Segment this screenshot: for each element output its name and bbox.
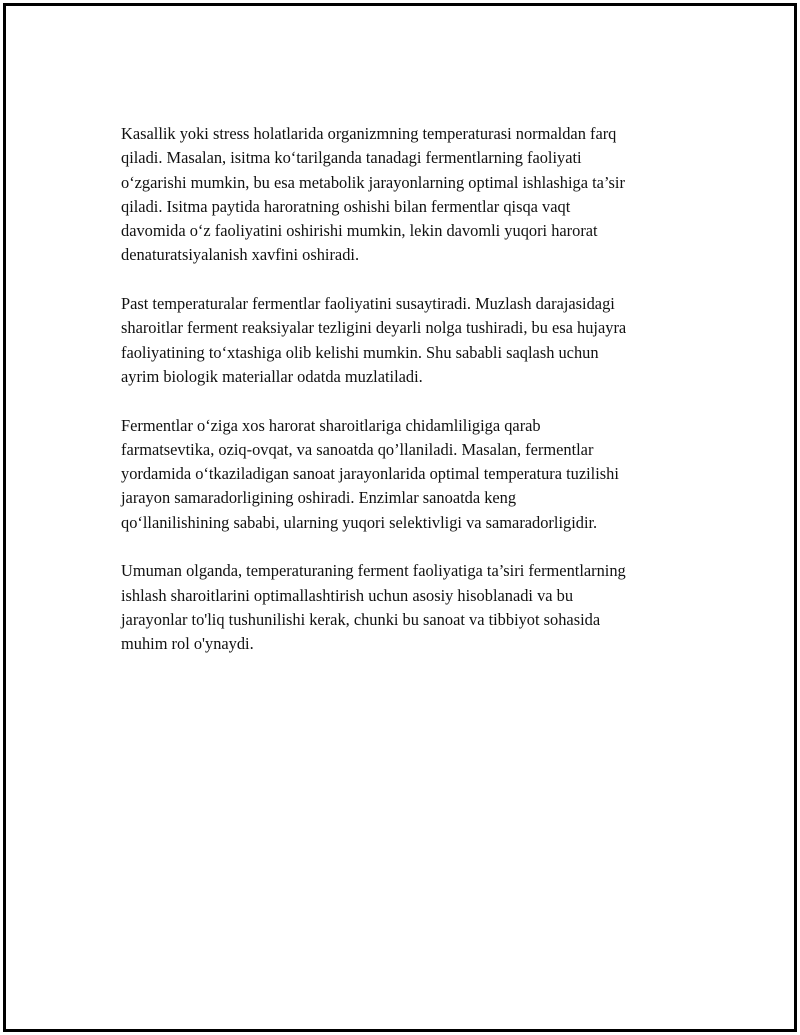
text-line: qiladi. Masalan, isitma ko‘tarilganda tanadagi fermentlarning faoliyati bbox=[121, 148, 582, 168]
text-line: jarayonlar to'liq tushunilishi kerak, chunki bu sanoat va tibbiyot sohasida bbox=[121, 609, 601, 629]
text-line: Umuman olganda, temperaturaning ferment faoliyatiga ta’siri fermentlarning bbox=[121, 561, 626, 581]
text-line: muhim rol o'ynaydi. bbox=[121, 634, 254, 654]
text-line: yordamida o‘tkaziladigan sanoat jarayonlarida optimal temperatura tuzilishi bbox=[121, 464, 619, 484]
page-frame bbox=[3, 3, 797, 1032]
text-line: ishlash sharoitlarini optimallashtirish uchun asosiy hisoblanadi va bu bbox=[121, 585, 574, 605]
text-line: farmatsevtika, oziq-ovqat, va sanoatda qo’llaniladi. Masalan, fermentlar bbox=[121, 439, 594, 459]
text-line: denaturatsiyalanish xavfini oshiradi. bbox=[121, 245, 360, 265]
text-line: qo‘llanilishining sababi, ularning yuqori selektivligi va samaradorligidir. bbox=[121, 512, 598, 532]
text-line: Kasallik yoki stress holatlarida organizmning temperaturasi normaldan farq bbox=[121, 124, 617, 143]
paragraph-conclusion bbox=[121, 559, 706, 656]
text-line: davomida o‘z faoliyatini oshirishi mumkin, lekin davomli yuqori harorat bbox=[121, 221, 598, 241]
text-line: ayrim biologik materiallar odatda muzlatiladi. bbox=[121, 366, 423, 386]
paragraph-industry bbox=[121, 414, 706, 535]
text-line: Fermentlar o‘ziga xos harorat sharoitlariga chidamliligiga qarab bbox=[121, 415, 541, 435]
text-line: jarayon samaradorligining oshiradi. Enzimlar sanoatda keng bbox=[121, 488, 517, 508]
text-line: qiladi. Isitma paytida haroratning oshishi bilan fermentlar qisqa vaqt bbox=[121, 196, 571, 216]
paragraph-fever bbox=[121, 122, 706, 268]
text-line: sharoitlar ferment reaksiyalar tezligini deyarli nolga tushiradi, bu esa hujayra bbox=[121, 318, 627, 338]
document-body bbox=[121, 122, 706, 681]
paragraph-low-temperature bbox=[121, 292, 706, 389]
text-line: Past temperaturalar fermentlar faoliyatini susaytiradi. Muzlash darajasidagi bbox=[121, 294, 615, 314]
text-line: faoliyatining to‘xtashiga olib kelishi mumkin. Shu sababli saqlash uchun bbox=[121, 342, 599, 362]
text-line: o‘zgarishi mumkin, bu esa metabolik jarayonlarning optimal ishlashiga ta’sir bbox=[121, 172, 625, 192]
